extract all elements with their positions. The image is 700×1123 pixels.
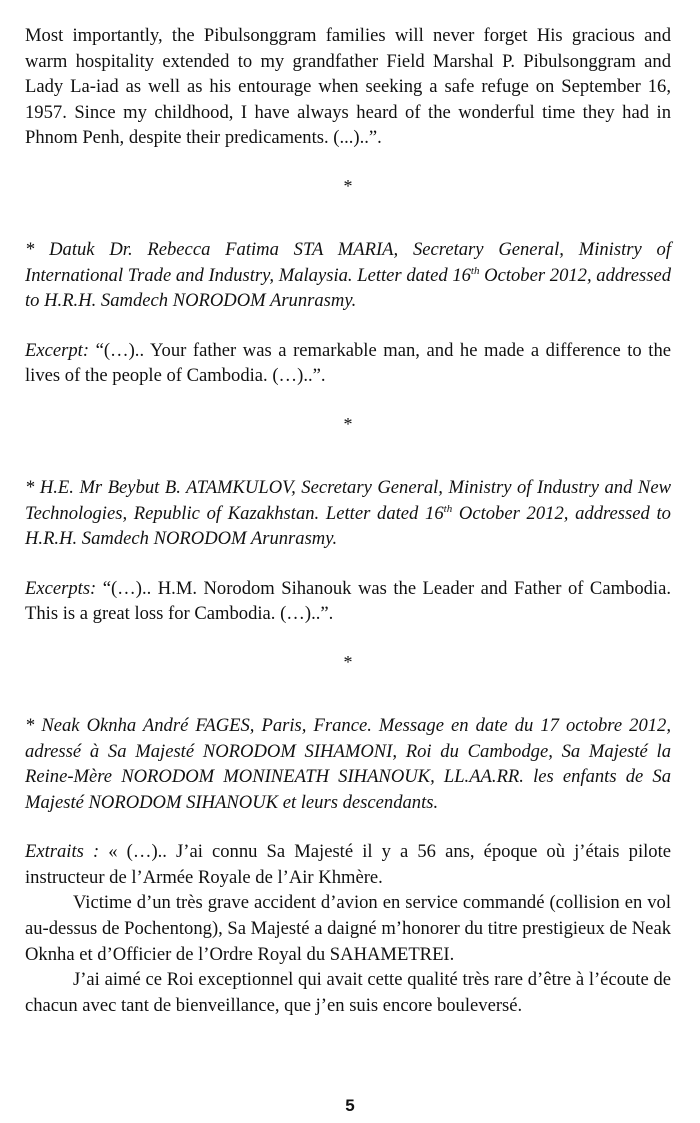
entry2-excerpt (25, 576, 671, 627)
entry1-header-text-b: October 2012, addressed to H.R.H. Samdech NORODOM Arunrasmy. (25, 264, 671, 312)
entry3-paragraph-2: Victime d’un très grave accident d’avion en service commandé (collision en vol au-dessus de Pochentong), Sa Majesté a daigné m’honorer du titre prestigieux de Neak Oknha et d’Officier de l’Ordre Royal du SAHAMETREI. (25, 892, 671, 965)
document-page (25, 23, 671, 1018)
entry3-paragraph-3: J’ai aimé ce Roi exceptionnel qui avait cette qualité très rare d’être à l’écoute de chacun avec tant de bienveillance, que j’en suis encore bouleversé. (25, 969, 671, 1016)
entry2-excerpt-text: “(…).. H.M. Norodom Sihanouk was the Leader and Father of Cambodia. This is a great loss for Cambodia. (…)..”. (25, 577, 671, 625)
entry1-excerpt-text: “(…).. Your father was a remarkable man, and he made a difference to the lives of the people of Cambodia. (…)..”. (25, 339, 671, 387)
entry2-excerpt-label: Excerpts: (25, 577, 97, 599)
entry3-header: * Neak Oknha André FAGES, Paris, France. Message en date du 17 octobre 2012, adressé à Sa Majesté NORODOM SIHAMONI, Roi du Cambodge, Sa Majesté la Reine-Mère NORODOM MONINEATH SIHANOUK, LL.AA.RR. les enfants de Sa Majesté NORODOM SIHANOUK et leurs descendants. (25, 714, 671, 813)
page-number: 5 (345, 1096, 355, 1115)
entry1-header-sup: th (470, 264, 480, 277)
entry3-excerpt-label: Extraits : (25, 841, 100, 863)
intro-paragraph: Most importantly, the Pibulsonggram families will never forget His gracious and warm hospitality extended to my grandfather Field Marshal P. Pibulsonggram and Lady La-iad as well as his entourage when seeking a safe refuge on September 16, 1957. Since my childhood, I have always heard of the wonderful time they had in Phnom Penh, despite their predicaments. (...)..”. (25, 25, 671, 149)
entry3-excerpt (25, 839, 671, 890)
entry1-excerpt-label: Excerpt: (25, 339, 90, 361)
entry2-header-text-b: October 2012, addressed to H.R.H. Samdech NORODOM Arunrasmy. (25, 502, 671, 550)
separator-3: * (343, 651, 353, 672)
entry2-header (25, 475, 671, 552)
entry2-header-text-a: * H.E. Mr Beybut B. ATAMKULOV, Secretary General, Ministry of Industry and New Technologies, Republic of Kazakhstan. Letter dated 16 (25, 476, 671, 524)
entry1-header-text-a: * Datuk Dr. Rebecca Fatima STA MARIA, Secretary General, Ministry of International Trade and Industry, Malaysia. Letter dated 16 (25, 238, 671, 286)
separator-1: * (343, 175, 353, 196)
entry1-excerpt (25, 338, 671, 389)
entry3-excerpt-text: « (…).. J’ai connu Sa Majesté il y a 56 ans, époque où j’étais pilote instructeur de l’Armée Royale de l’Air Khmère. (25, 841, 671, 888)
entry1-header (25, 237, 671, 314)
entry2-header-sup: th (443, 502, 453, 515)
separator-2: * (343, 413, 353, 434)
